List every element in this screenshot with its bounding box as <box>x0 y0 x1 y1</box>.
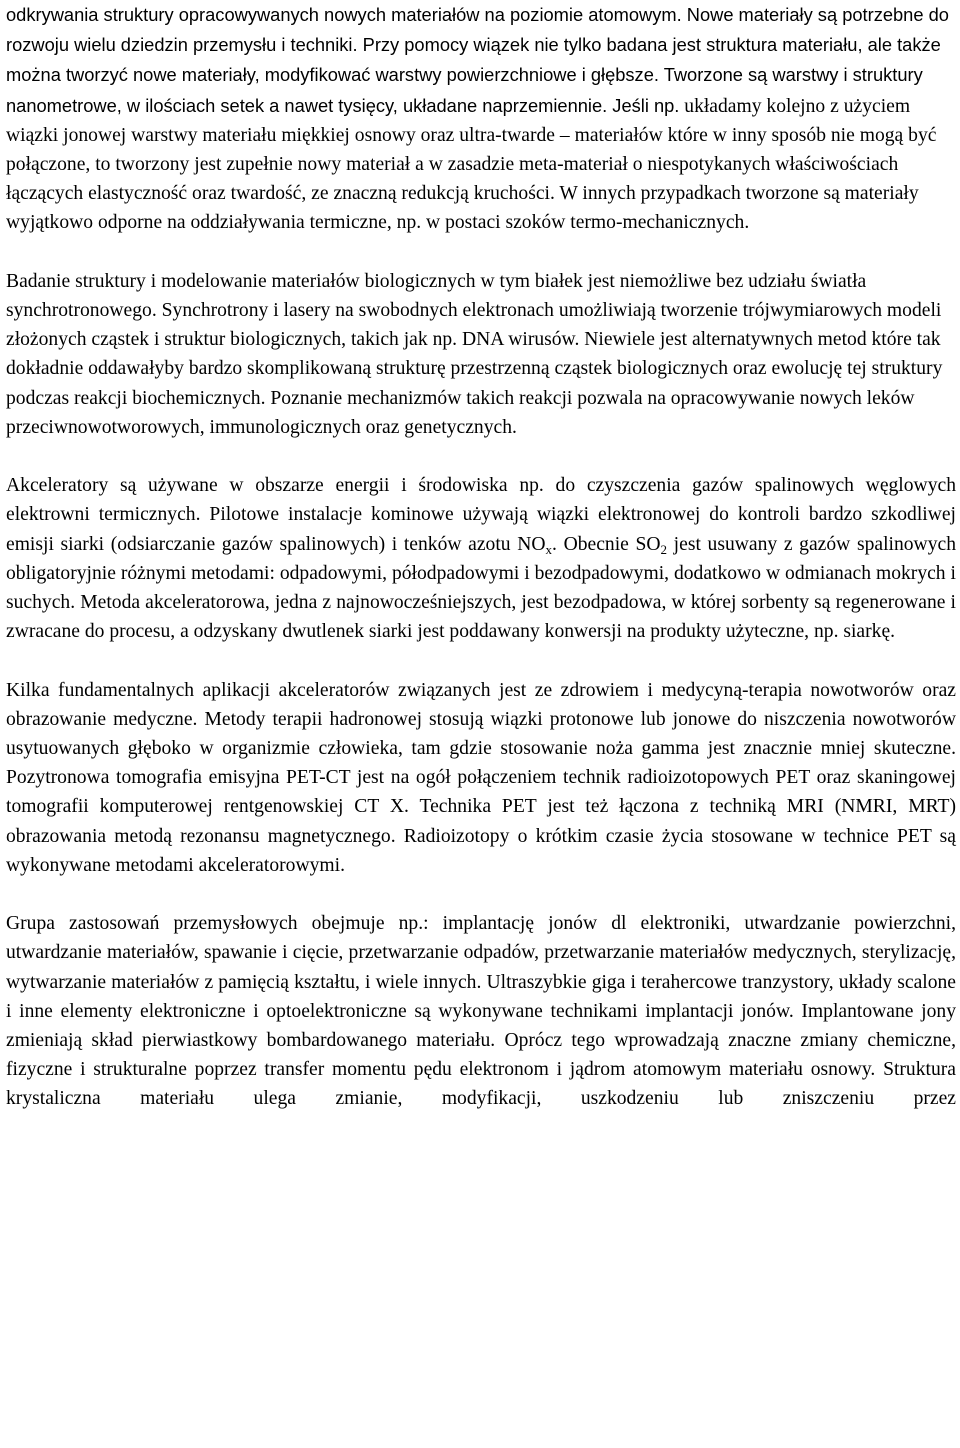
paragraph-medicine-text: Kilka fundamentalnych aplikacji akceleratorów związanych jest ze zdrowiem i medycyną-terapia nowotworów oraz obrazowanie medyczne. Metody terapii hadronowej stosują wiązki protonowe lub jonowe do niszczenia nowotworów usytuowanych głęboko w organizmie człowieka, tam gdzie stosowanie noża gamma jest znacznie mniej skuteczne. Pozytronowa tomografia emisyjna PET-CT jest na ogół połączeniem technik radioizotopowych PET oraz skaningowej tomografii komputerowej rentgenowskiej CT X. Technika PET jest też łączona z techniką MRI (NMRI, MRT) obrazowania metodą rezonansu magnetycznego. Radioizotopy o krótkim czasie życia stosowane w technice PET są wykonywane metodami akceleratorowymi. <box>6 679 956 876</box>
paragraph-materials <box>6 0 956 238</box>
document-page <box>6 0 956 1114</box>
paragraph-materials-sans-text: odkrywania struktury opracowywanych nowych materiałów na poziomie atomowym. Nowe materiały są potrzebne do rozwoju wielu dziedzin przemysłu i techniki. Przy pomocy wiązek nie tylko badana jest struktura materiału, ale także można tworzyć nowe materiały, modyfikować warstwy powierzchniowe i głębsze. Tworzone są warstwy i struktury nanometrowe, w ilościach setek a nawet tysięcy, układane naprzemiennie. Jeśli np. <box>6 4 949 116</box>
paragraph-industry-text: Grupa zastosowań przemysłowych obejmuje np.: implantację jonów dl elektroniki, utwardzanie powierzchni, utwardzanie materiałów, spawanie i cięcie, przetwarzanie odpadów, przetwarzanie materiałów medycznych, sterylizację, wytwarzanie materiałów z pamięcią kształtu, i wiele innych. Ultraszybkie giga i terahercowe tranzystory, układy scalone i inne elementy elektroniczne i optoelektroniczne są wykonywane technikami implantacji jonów. Implantowane jony zmieniają skład pierwiastkowy bombardowanego materiału. Oprócz tego wprowadzają znaczne zmiany chemiczne, fizyczne i strukturalne poprzez transfer momentu pędu elektronom i jądrom atomowym materiału osnowy. Struktura krystaliczna materiału ulega zmianie, modyfikacji, uszkodzeniu lub zniszczeniu przez <box>6 913 956 1110</box>
paragraph-industry <box>6 909 956 1113</box>
paragraph-energy-text-c: jest usuwany z gazów spalinowych obligatoryjnie różnymi metodami: odpadowymi, półodpadowymi i bezodpadowymi, dodatkowo w odmianach mokrych i suchych. Metoda akceleratorowa, jedna z najnowocześniejszych, jest bezodpadowa, w której sorbenty są regenerowane i zwracane do procesu, a odzyskany dwutlenek siarki jest poddawany konwersji na produkty użyteczne, np. siarkę. <box>6 533 956 643</box>
subscript-2: 2 <box>660 541 668 557</box>
paragraph-biology <box>6 267 956 442</box>
paragraph-medicine <box>6 676 956 880</box>
paragraph-energy <box>6 471 956 646</box>
subscript-x: x <box>545 541 553 557</box>
paragraph-materials-text: układamy kolejno z użyciem wiązki jonowej warstwy materiału miękkiej osnowy oraz ultra-twarde – materiałów które w inny sposób nie mogą być połączone, to tworzony jest zupełnie nowy materiał a w zasadzie meta-materiał o niespotykanych właściwościach łączących elastyczność oraz twardość, ze znaczną redukcją kruchości. W innych przypadkach tworzone są materiały wyjątkowo odporne na oddziaływania termiczne, np. w postaci szoków termo-mechanicznych. <box>6 95 937 234</box>
paragraph-energy-text-a: Akceleratory są używane w obszarze energii i środowiska np. do czyszczenia gazów spalinowych węglowych elektrowni termicznych. Pilotowe instalacje kominowe używają wiązki elektronowej do kontroli bardzo szkodliwej emisji siarki (odsiarczanie gazów spalinowych) i tenków azotu NO <box>6 475 956 555</box>
paragraph-energy-text-b: . Obecnie SO <box>552 533 661 555</box>
paragraph-biology-text: Badanie struktury i modelowanie materiałów biologicznych w tym białek jest niemożliwe bez udziału światła synchrotronowego. Synchrotrony i lasery na swobodnych elektronach umożliwiają tworzenie trójwymiarowych modeli złożonych cząstek i struktur biologicznych, takich jak np. DNA wirusów. Niewiele jest alternatywnych metod które tak dokładnie oddawałyby bardzo skomplikowaną strukturę przestrzenną cząstek biologicznych oraz ewolucję tej struktury podczas reakcji biochemicznych. Poznanie mechanizmów takich reakcji pozwala na opracowywanie nowych leków przeciwnowotworowych, immunologicznych oraz genetycznych. <box>6 270 943 438</box>
